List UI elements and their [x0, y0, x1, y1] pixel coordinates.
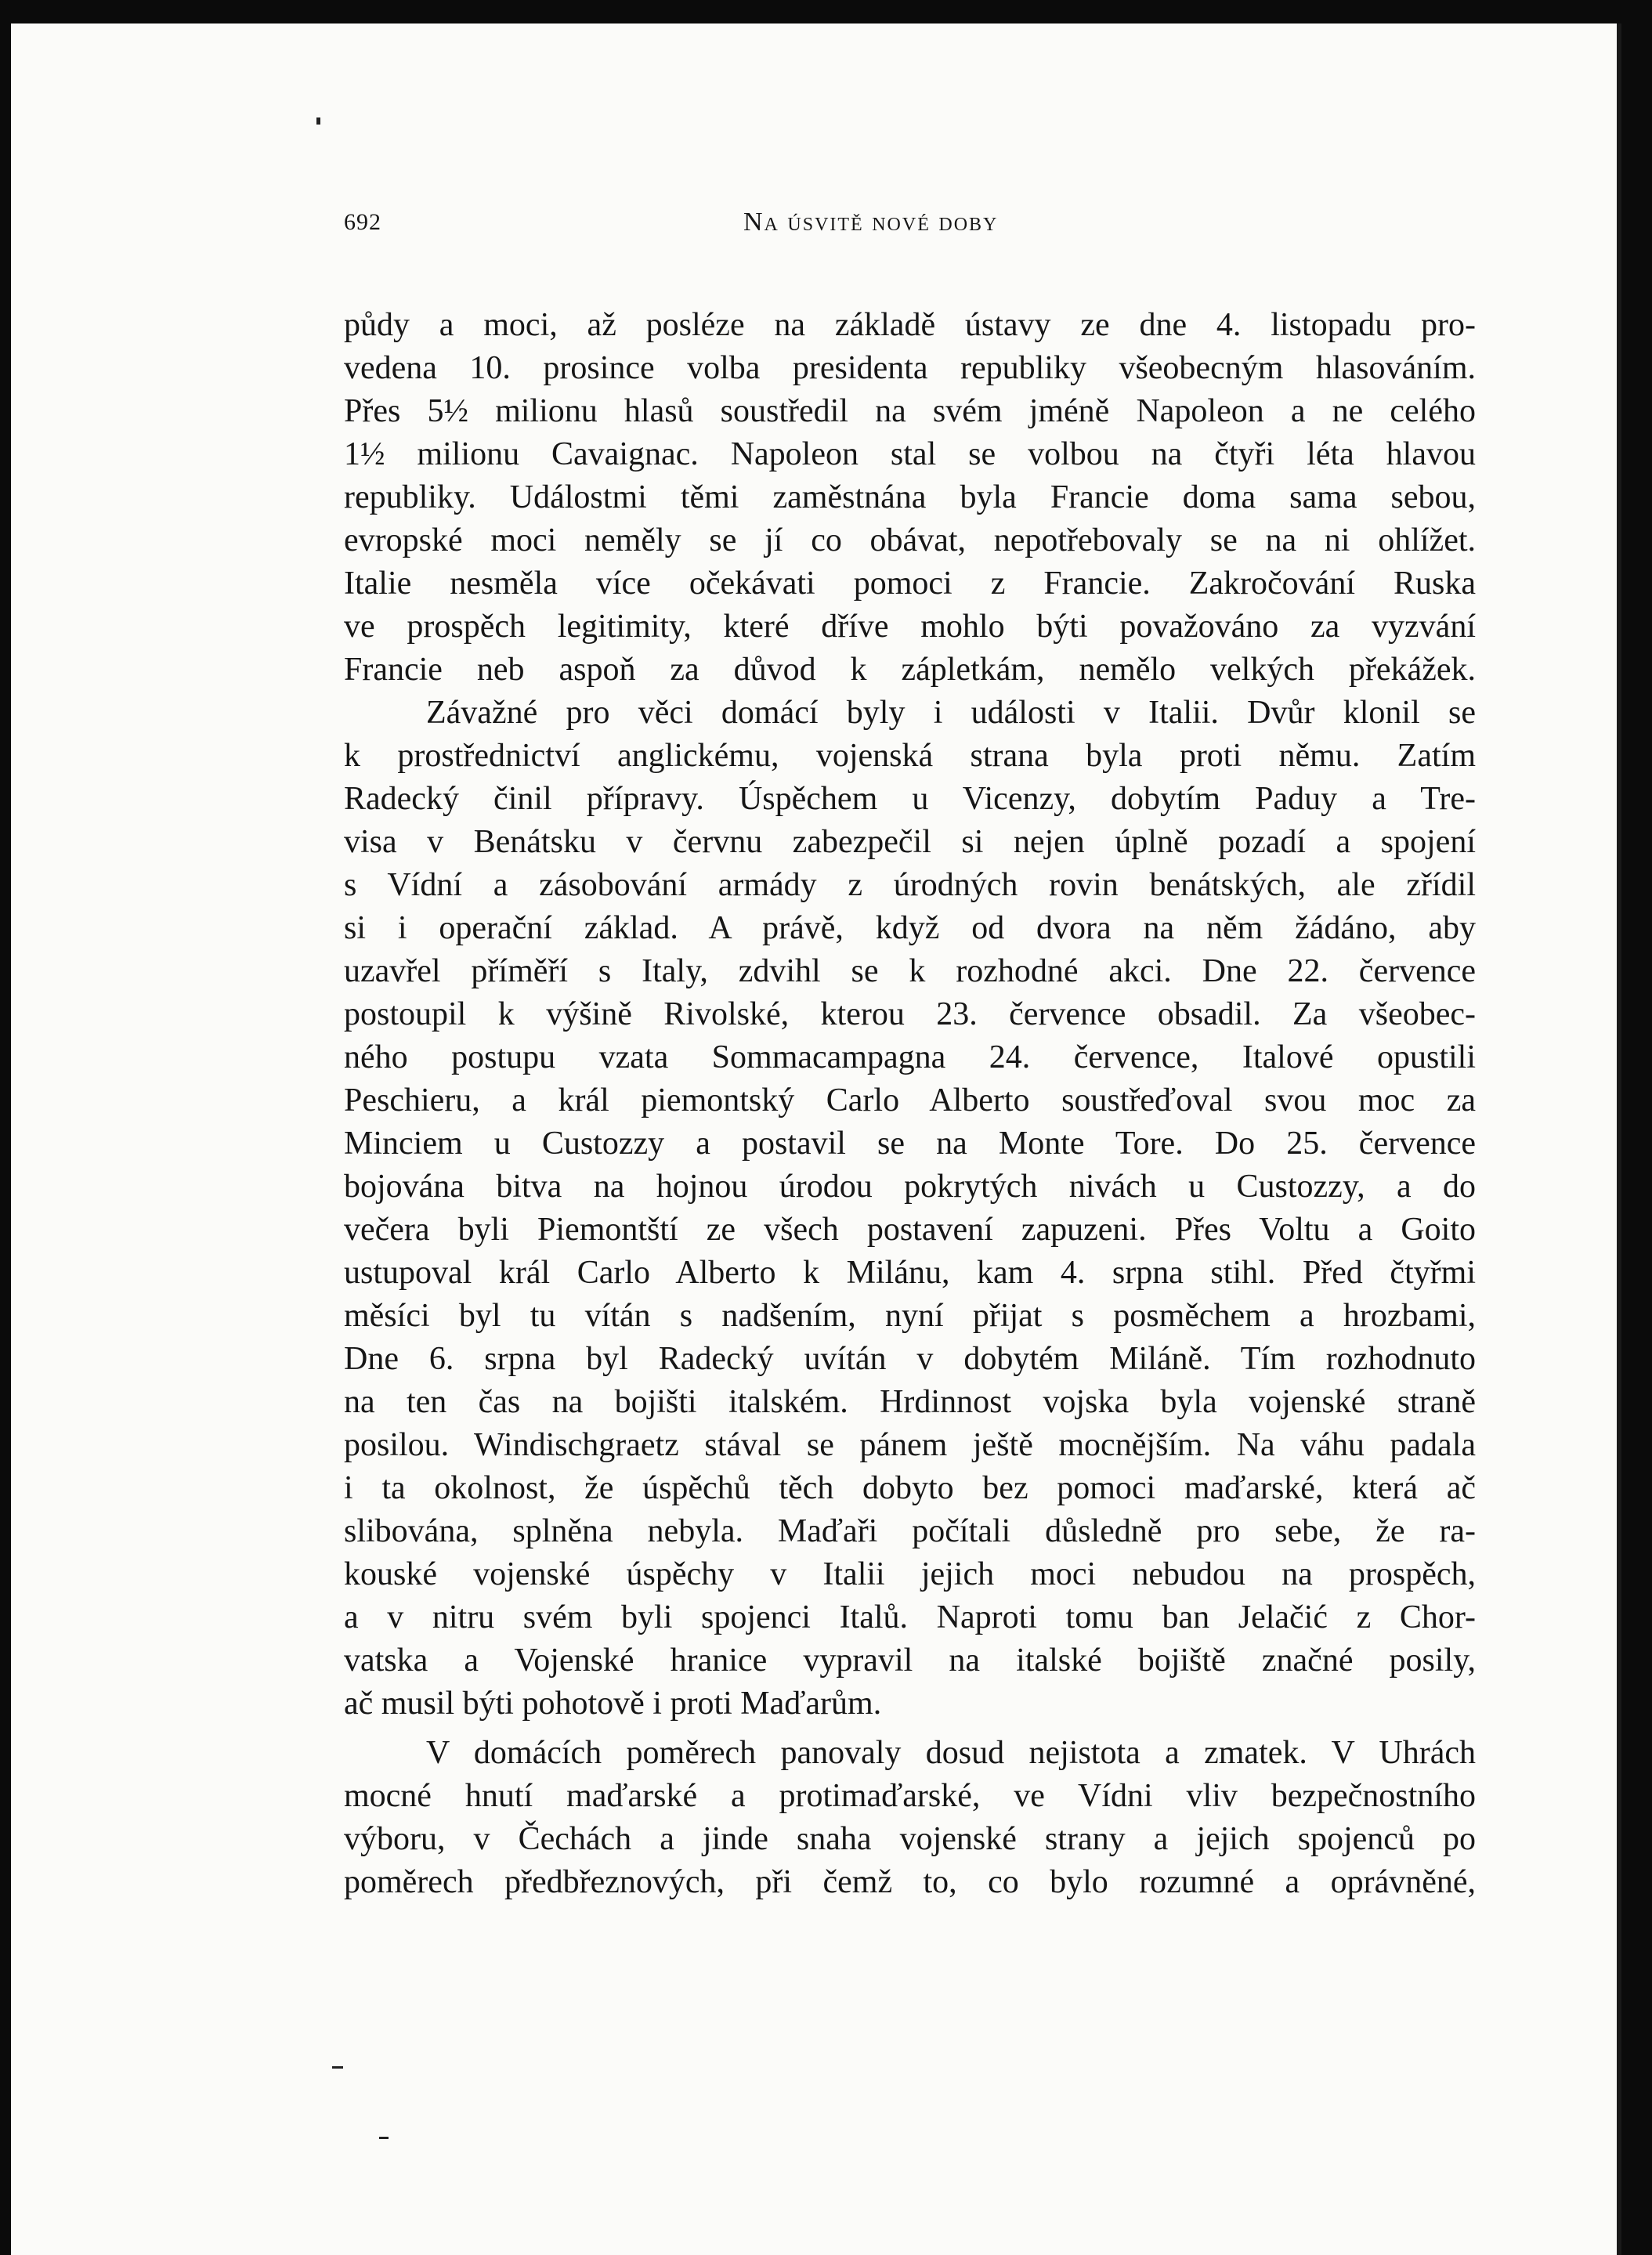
text-line: Italie nesměla více očekávati pomoci z Francie. Zakročování Ruska: [344, 566, 1476, 602]
text-line: půdy a moci, až posléze na základě ústavy ze dne 4. listopadu pro-: [344, 307, 1476, 343]
text-line: slibována, splněna nebyla. Maďaři počítali důsledně pro sebe, že ra-: [344, 1513, 1476, 1549]
text-line: ného postupu vzata Sommacampagna 24. července, Italové opustili: [344, 1039, 1476, 1075]
text-line: Minciem u Custozzy a postavil se na Monte Tore. Do 25. července: [344, 1126, 1476, 1162]
text-line: Závažné pro věci domácí byly i události v Italii. Dvůr klonil se: [426, 695, 1476, 731]
text-line: visa v Benátsku v červnu zabezpečil si nejen úplně pozadí a spojení: [344, 824, 1476, 860]
text-line: poměrech předbřeznových, při čemž to, co bylo rozumné a oprávněné,: [344, 1864, 1476, 1900]
text-line: vedena 10. prosince volba presidenta republiky všeobecným hlasováním.: [344, 350, 1476, 386]
page-number: 692: [344, 209, 381, 235]
text-line: kouské vojenské úspěchy v Italii jejich moci nebudou na prospěch,: [344, 1556, 1476, 1592]
text-line: Dne 6. srpna byl Radecký uvítán v dobytém Miláně. Tím rozhodnuto: [344, 1341, 1476, 1377]
running-title: Na úsvitě nové doby: [743, 208, 999, 237]
text-line: posilou. Windischgraetz stával se pánem ještě mocnějším. Na váhu padala: [344, 1427, 1476, 1463]
body-text: [344, 304, 1476, 1904]
text-line: a v nitru svém byli spojenci Italů. Naproti tomu ban Jelačić z Chor-: [344, 1599, 1476, 1635]
text-line: evropské moci neměly se jí co obávat, nepotřebovaly se na ni ohlížet.: [344, 522, 1476, 558]
scan-speck: [379, 2137, 389, 2139]
paragraph-1: [344, 304, 1476, 692]
text-line: Radecký činil přípravy. Úspěchem u Vicenzy, dobytím Paduy a Tre-: [344, 781, 1476, 817]
text-line: večera byli Piemontští ze všech postavení zapuzeni. Přes Voltu a Goito: [344, 1212, 1476, 1248]
scan-speck: [316, 117, 320, 125]
text-line: V domácích poměrech panovaly dosud nejistota a zmatek. V Uhrách: [426, 1735, 1476, 1771]
page-header: [344, 200, 1476, 247]
text-line: postoupil k výšině Rivolské, kterou 23. července obsadil. Za všeobec-: [344, 996, 1476, 1032]
text-line: s Vídní a zásobování armády z úrodných rovin benátských, ale zřídil: [344, 867, 1476, 903]
text-line: vatska a Vojenské hranice vypravil na italské bojiště značné posily,: [344, 1642, 1476, 1679]
scan-speck: [332, 2066, 343, 2069]
paragraph-2: [344, 692, 1476, 1726]
text-line: i ta okolnost, že úspěchů těch dobyto bez pomoci maďarské, která ač: [344, 1470, 1476, 1506]
text-line: bojována bitva na hojnou úrodou pokrytých nivách u Custozzy, a do: [344, 1169, 1476, 1205]
text-line: mocné hnutí maďarské a protimaďarské, ve Vídni vliv bezpečnostního: [344, 1778, 1476, 1814]
text-line: měsíci byl tu vítán s nadšením, nyní přijat s posměchem a hrozbami,: [344, 1298, 1476, 1334]
text-line: si i operační základ. A právě, když od dvora na něm žádáno, aby: [344, 910, 1476, 946]
text-line: Přes 5½ milionu hlasů soustředil na svém jméně Napoleon a ne celého: [344, 393, 1476, 429]
text-line: na ten čas na bojišti italském. Hrdinnost vojska byla vojenské straně: [344, 1384, 1476, 1420]
text-line: ustupoval král Carlo Alberto k Milánu, kam 4. srpna stihl. Před čtyřmi: [344, 1255, 1476, 1291]
book-page: [11, 23, 1621, 2255]
text-line: k prostřednictví anglickému, vojenská strana byla proti němu. Zatím: [344, 738, 1476, 774]
text-line: republiky. Událostmi těmi zaměstnána byla Francie doma sama sebou,: [344, 479, 1476, 515]
text-line: uzavřel příměří s Italy, zdvihl se k rozhodné akci. Dne 22. července: [344, 953, 1476, 989]
paragraph-3: [344, 1732, 1476, 1904]
paragraph-gap: [344, 1726, 1476, 1732]
text-line: ač musil býti pohotově i proti Maďarům.: [344, 1686, 882, 1722]
text-line: výboru, v Čechách a jinde snaha vojenské strany a jejich spojenců po: [344, 1821, 1476, 1857]
text-line: Francie neb aspoň za důvod k zápletkám, nemělo velkých překážek.: [344, 652, 1476, 688]
text-line: 1½ milionu Cavaignac. Napoleon stal se volbou na čtyři léta hlavou: [344, 436, 1476, 472]
text-line: Peschieru, a král piemontský Carlo Alberto soustřeďoval svou moc za: [344, 1082, 1476, 1118]
text-line: ve prospěch legitimity, které dříve mohlo býti považováno za vyzvání: [344, 609, 1476, 645]
